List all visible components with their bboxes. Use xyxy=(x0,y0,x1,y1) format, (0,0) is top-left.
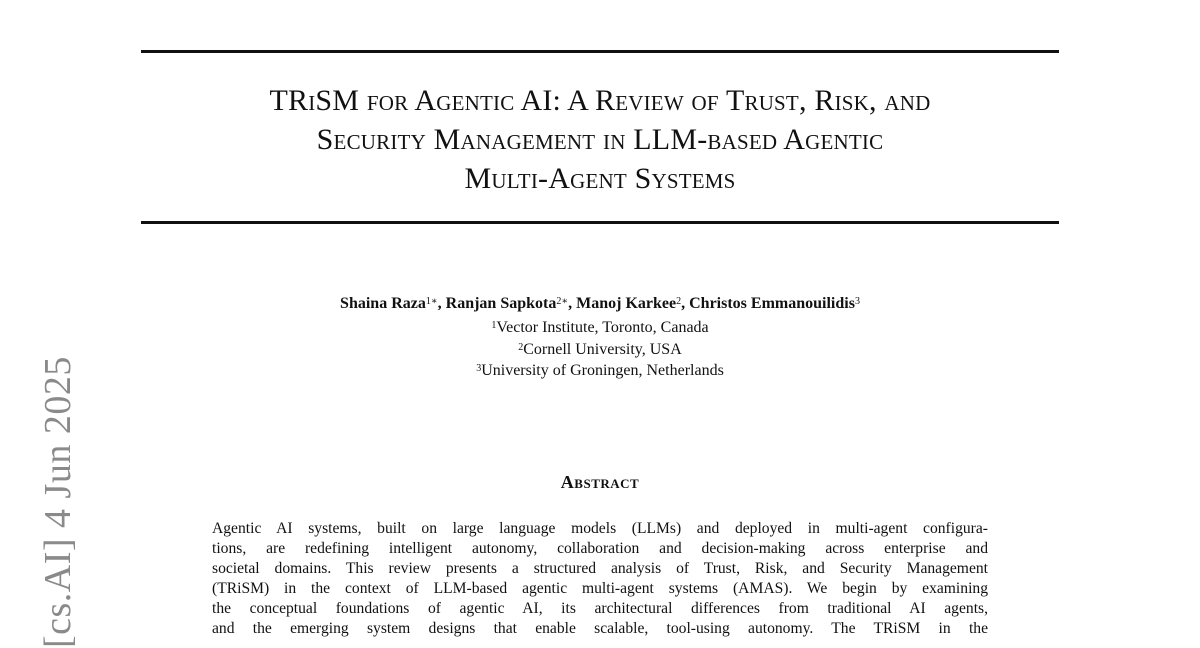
affiliation-text: University of Groningen, Netherlands xyxy=(481,362,724,379)
abstract-body xyxy=(212,519,988,639)
affiliation-mark: 1 xyxy=(491,320,497,331)
affiliation-list xyxy=(141,317,1059,382)
bottom-rule xyxy=(141,221,1059,224)
abstract-line: Agentic AI systems, built on large language models (LLMs) and deployed in multi-agent configura- xyxy=(212,520,988,537)
affiliation-mark: 3 xyxy=(476,363,482,374)
author-mark: 1∗ xyxy=(425,296,438,307)
paper-title xyxy=(141,81,1059,198)
title-line-1: TRiSM for Agentic AI: A Review of Trust, Risk, and xyxy=(269,84,931,117)
author-mark: 2∗ xyxy=(556,296,569,307)
author-name: Shaina Raza xyxy=(340,295,426,312)
abstract-line: (TRiSM) in the context of LLM-based agentic multi-agent systems (AMAS). We begin by examining xyxy=(212,580,988,597)
affiliation-text: Vector Institute, Toronto, Canada xyxy=(496,319,709,336)
author-name: Manoj Karkee xyxy=(576,295,677,312)
title-line-3: Multi-Agent Systems xyxy=(464,162,736,195)
arxiv-stamp-text: [cs.AI] 4 Jun 2025 xyxy=(37,356,79,648)
affiliation-text: Cornell University, USA xyxy=(523,340,682,358)
affiliation xyxy=(141,360,1059,382)
top-rule xyxy=(141,50,1059,53)
abstract-line: tions, are redefining intelligent autonomy, collaboration and decision-making across enterprise and xyxy=(212,540,988,557)
affiliation xyxy=(141,317,1059,339)
author-name: Ranjan Sapkota xyxy=(445,295,557,312)
author-mark: 3 xyxy=(854,296,860,307)
arxiv-side-stamp xyxy=(26,348,79,648)
author-mark: 2 xyxy=(676,296,682,307)
author-list: Shaina Raza$^{1∗}$, Ranjan Sapkota$^{2∗}$, Manoj Karkee$^2$, Christos Emmanouilidis$^3$ xyxy=(340,295,860,312)
abstract-line: the conceptual foundations of agentic AI, its architectural differences from traditional AI agents, xyxy=(212,600,988,617)
abstract-line: and the emerging system designs that enable scalable, tool-using autonomy. The TRiSM in the xyxy=(212,620,988,637)
abstract-heading: Abstract xyxy=(560,472,640,492)
title-line-2: Security Management in LLM-based Agentic xyxy=(316,123,884,156)
abstract-line: societal domains. This review presents a structured analysis of Trust, Risk, and Security Management xyxy=(212,560,988,577)
author-name: Christos Emmanouilidis xyxy=(689,295,855,312)
affiliation-mark: 2 xyxy=(518,341,524,353)
affiliation xyxy=(141,339,1059,361)
